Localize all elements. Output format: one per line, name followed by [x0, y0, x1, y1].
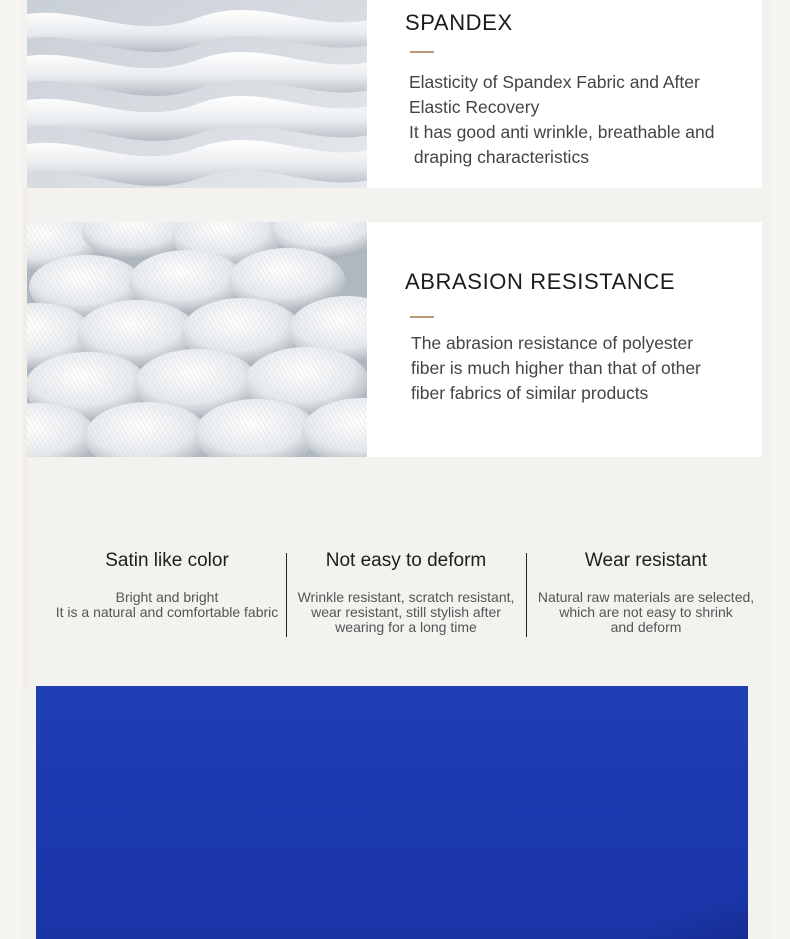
property-description-line: wear resistant, still stylish after [311, 604, 501, 620]
property-columns [44, 548, 764, 640]
property-not-easy-to-deform [286, 548, 526, 635]
property-description-line: which are not easy to shrink [559, 604, 733, 620]
property-description-line: Bright and bright [115, 589, 219, 605]
accent-divider [410, 51, 434, 53]
spandex-fabric-image [27, 0, 367, 188]
description-line: fiber is much higher than that of other [411, 358, 701, 378]
fabric-fold-shading [628, 899, 748, 939]
column-divider [526, 553, 527, 637]
feature-title: ABRASION RESISTANCE [405, 269, 676, 294]
feature-abrasion-resistance [27, 222, 762, 457]
description-line: Elastic Recovery [409, 97, 540, 117]
feature-description [409, 70, 759, 170]
property-wear-resistant [528, 548, 764, 635]
feature-description [411, 331, 761, 406]
property-description [44, 590, 290, 620]
property-description [528, 590, 764, 635]
property-title: Wear resistant [584, 550, 708, 571]
blue-fabric-swatch-image [36, 686, 748, 939]
property-description-line: It is a natural and comfortable fabric [55, 604, 279, 620]
property-title: Not easy to deform [325, 550, 487, 571]
property-description-line: Natural raw materials are selected, [537, 589, 755, 605]
description-line: It has good anti wrinkle, breathable and [409, 122, 715, 142]
property-title: Satin like color [105, 550, 229, 571]
description-line: draping characteristics [409, 147, 589, 167]
description-line: fiber fabrics of similar products [411, 383, 649, 403]
property-satin-like-color [44, 548, 290, 620]
property-description-line: Wrinkle resistant, scratch resistant, [297, 589, 515, 605]
polyester-fiber-image [27, 222, 367, 457]
property-description-line: and deform [610, 619, 682, 635]
feature-title: SPANDEX [405, 10, 513, 35]
description-line: The abrasion resistance of polyester [411, 333, 694, 353]
description-line: Elasticity of Spandex Fabric and After [409, 72, 700, 92]
property-description-line: wearing for a long time [335, 619, 477, 635]
property-description [286, 590, 526, 635]
accent-divider [410, 316, 434, 318]
feature-spandex [27, 0, 762, 188]
